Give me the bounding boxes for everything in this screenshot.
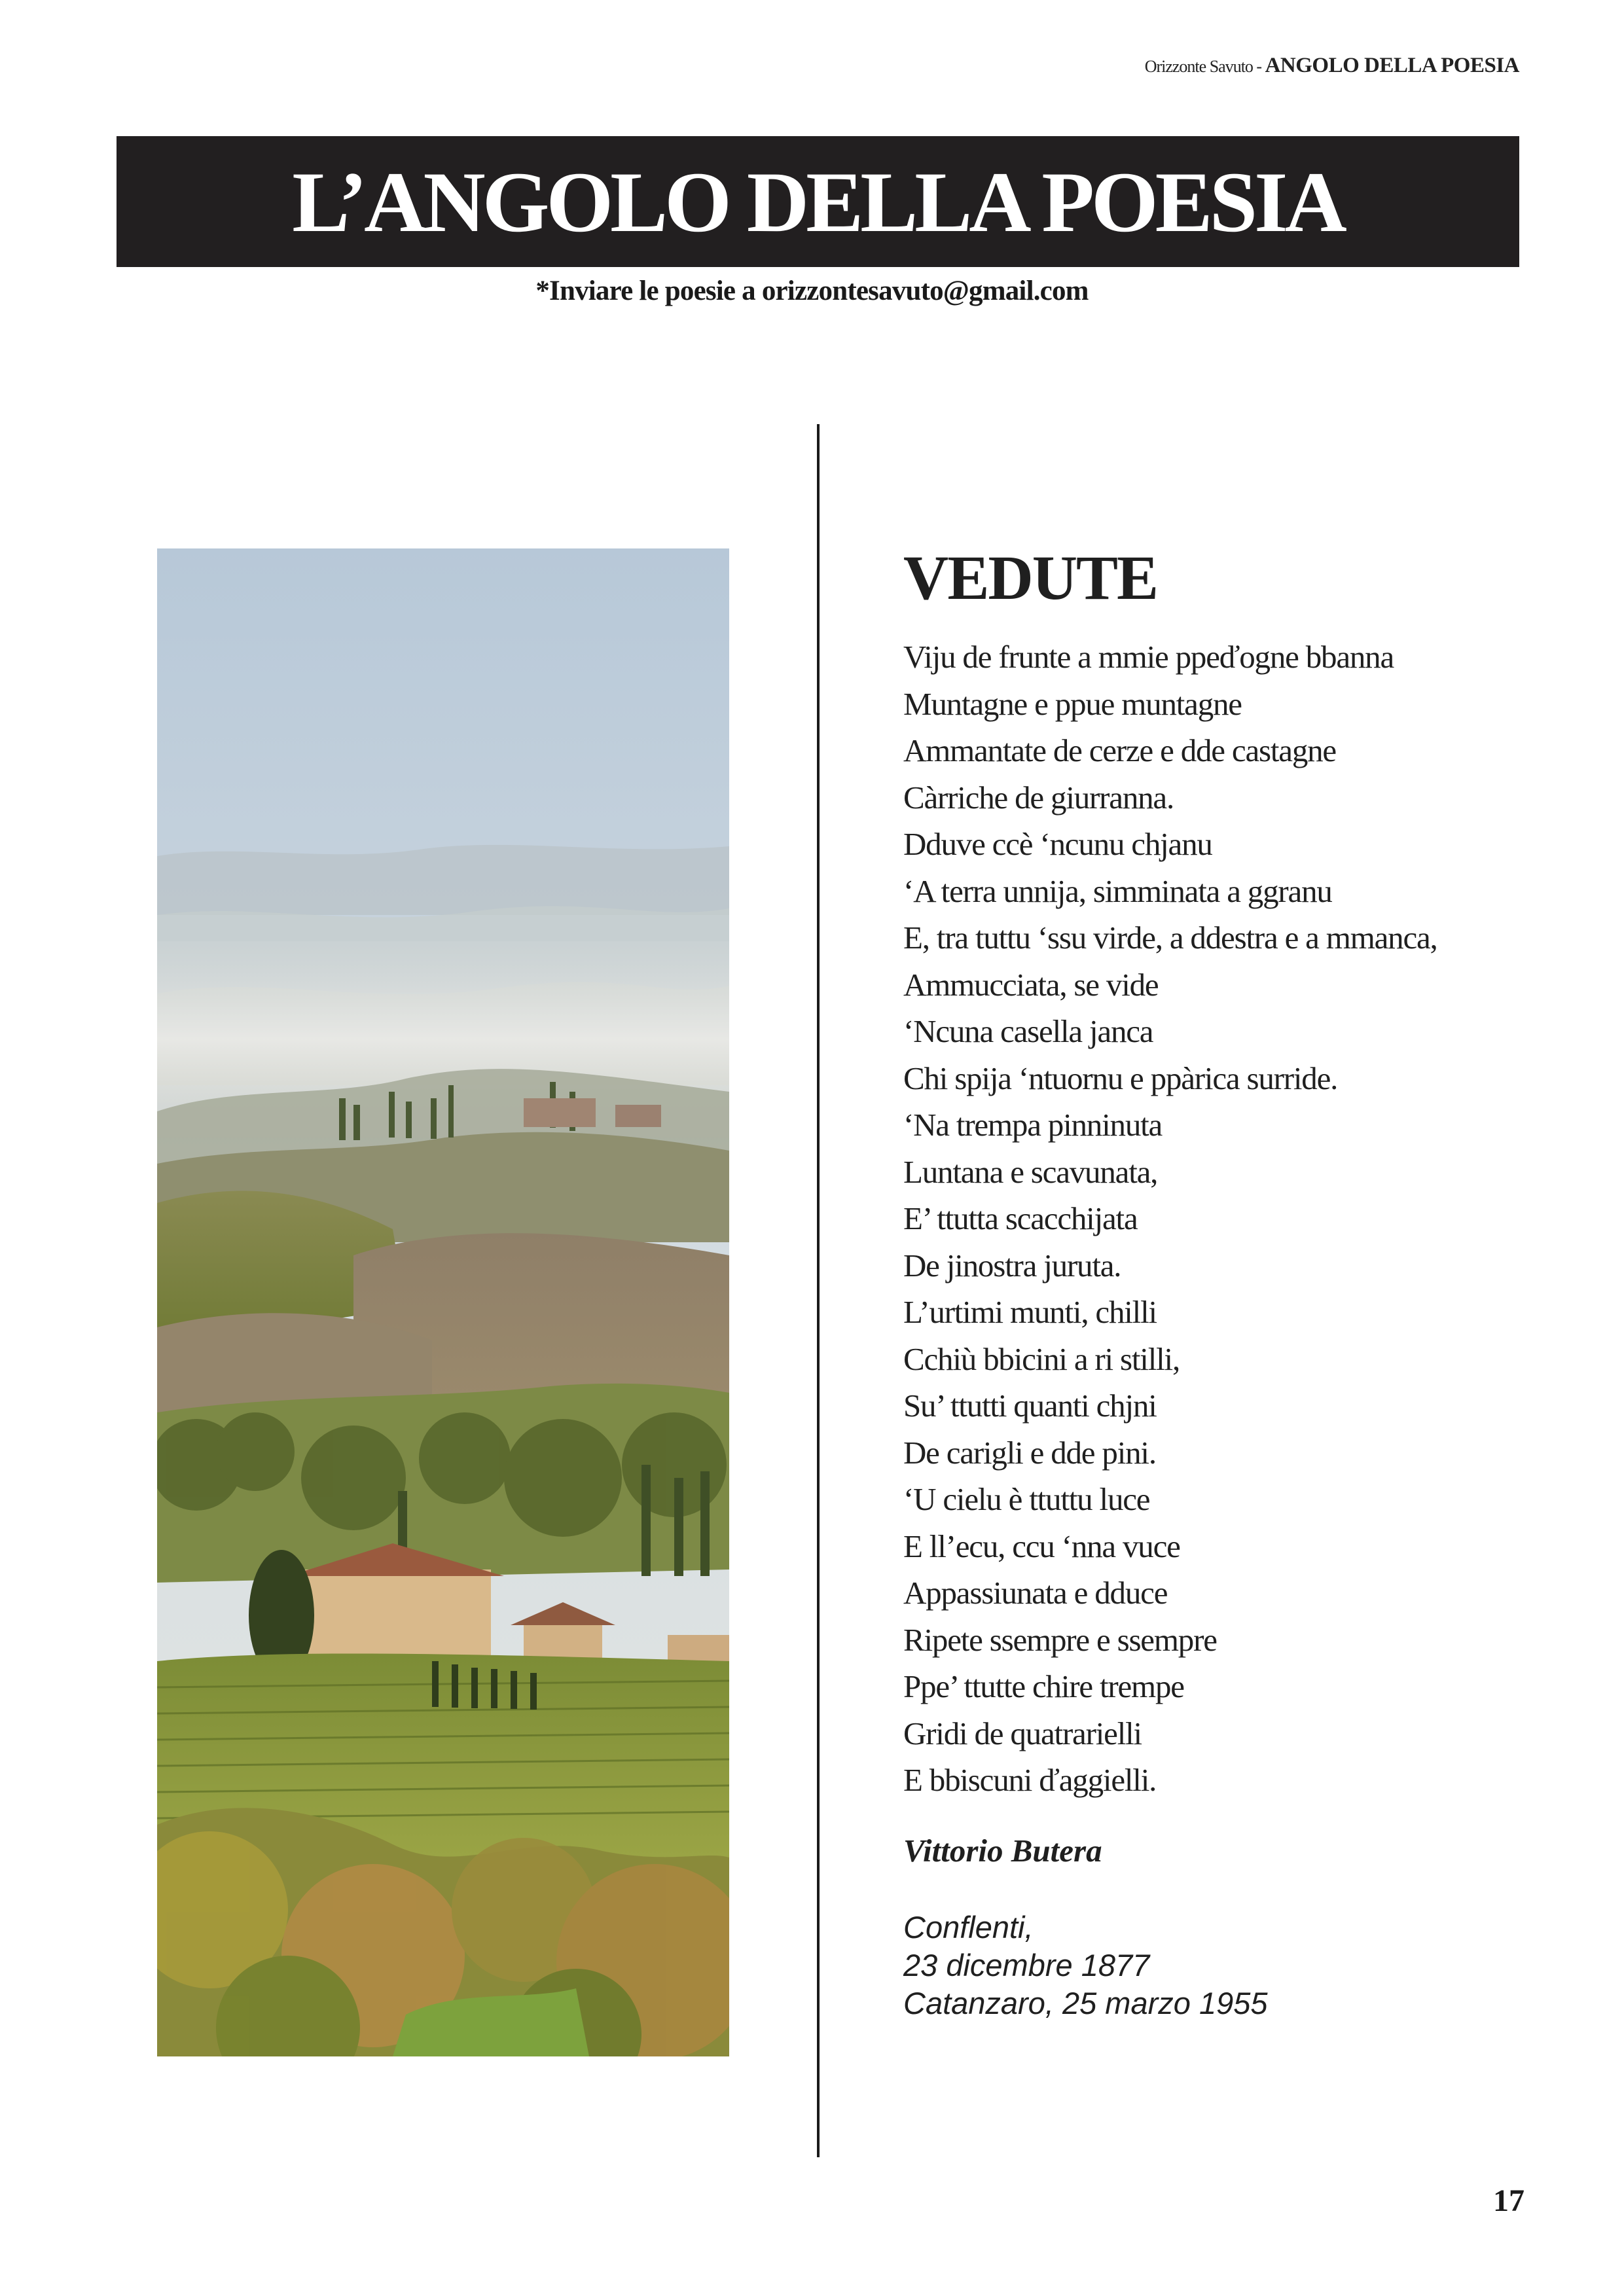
verse-line: De carigli e dde pini. [903,1434,1156,1471]
verse-line: Ripete ssempre e ssempre [903,1621,1217,1658]
verse-line: Ammantate de cerze e dde castagne [903,732,1336,768]
author-bio [903,1909,1558,2022]
verse-line: E’ ttutta scacchijata [903,1200,1138,1236]
bio-line: Catanzaro, 25 marzo 1955 [903,1985,1268,2020]
verse-line: Cchiù bbicini a ri stilli, [903,1340,1180,1377]
verse-line: Su’ ttutti quanti chjni [903,1388,1157,1424]
verse-line: Ammucciata, se vide [903,966,1159,1003]
poem-author: Vittorio Butera [903,1832,1102,1869]
verse-line: E ll’ecu, ccu ‘nna vuce [903,1528,1180,1564]
verse-line: Chi spija ‘ntuornu e ppàrica surride. [903,1060,1338,1096]
verse-line: E bbiscuni ďaggielli. [903,1762,1157,1798]
section-name: ANGOLO DELLA POESIA [1265,54,1519,77]
verse-line: Ppe’ ttutte chire trempe [903,1668,1184,1704]
verse-line: Càrriche de giurranna. [903,779,1174,816]
verse-line: Muntagne e ppue muntagne [903,685,1242,722]
bio-line: Conflenti, [903,1909,1034,1945]
page-title: L’ANGOLO DELLA POESIA [292,153,1344,250]
column-divider [817,424,820,2157]
verse-line: Appassiunata e dduce [903,1575,1168,1611]
page-number: 17 [1493,2183,1525,2218]
verse-line: ‘Na trempa pinninuta [903,1107,1163,1143]
verse-line: ‘Ncuna casella janca [903,1013,1153,1049]
title-banner [117,136,1519,267]
landscape-photo [157,548,729,2056]
verse-line: ‘A terra unnija, simminata a ggranu [903,872,1332,909]
verse-line: Dduve ccè ‘ncunu chjanu [903,826,1212,862]
verse-line: Gridi de quatrarielli [903,1715,1142,1751]
verse-line: Viju de frunte a mmie ppeďogne bbanna [903,639,1394,675]
poem [903,535,1558,2022]
publication-name: Orizzonte Savuto - [1144,57,1265,76]
verse-line: Luntana e scavunata, [903,1153,1158,1190]
submission-note: *Inviare le poesie a orizzontesavuto@gmail.com [535,276,1089,306]
verse-line: De jinostra juruta. [903,1247,1121,1283]
running-header [1145,54,1519,78]
poem-title: VEDUTE [903,543,1158,613]
verse-line: L’urtimi munti, chilli [903,1294,1157,1330]
poem-verses [903,634,1558,1804]
bio-line: 23 dicembre 1877 [903,1947,1150,1982]
verse-line: E, tra tuttu ‘ssu virde, a ddestra e a mmanca, [903,920,1437,956]
verse-line: ‘U cielu è ttuttu luce [903,1481,1150,1517]
